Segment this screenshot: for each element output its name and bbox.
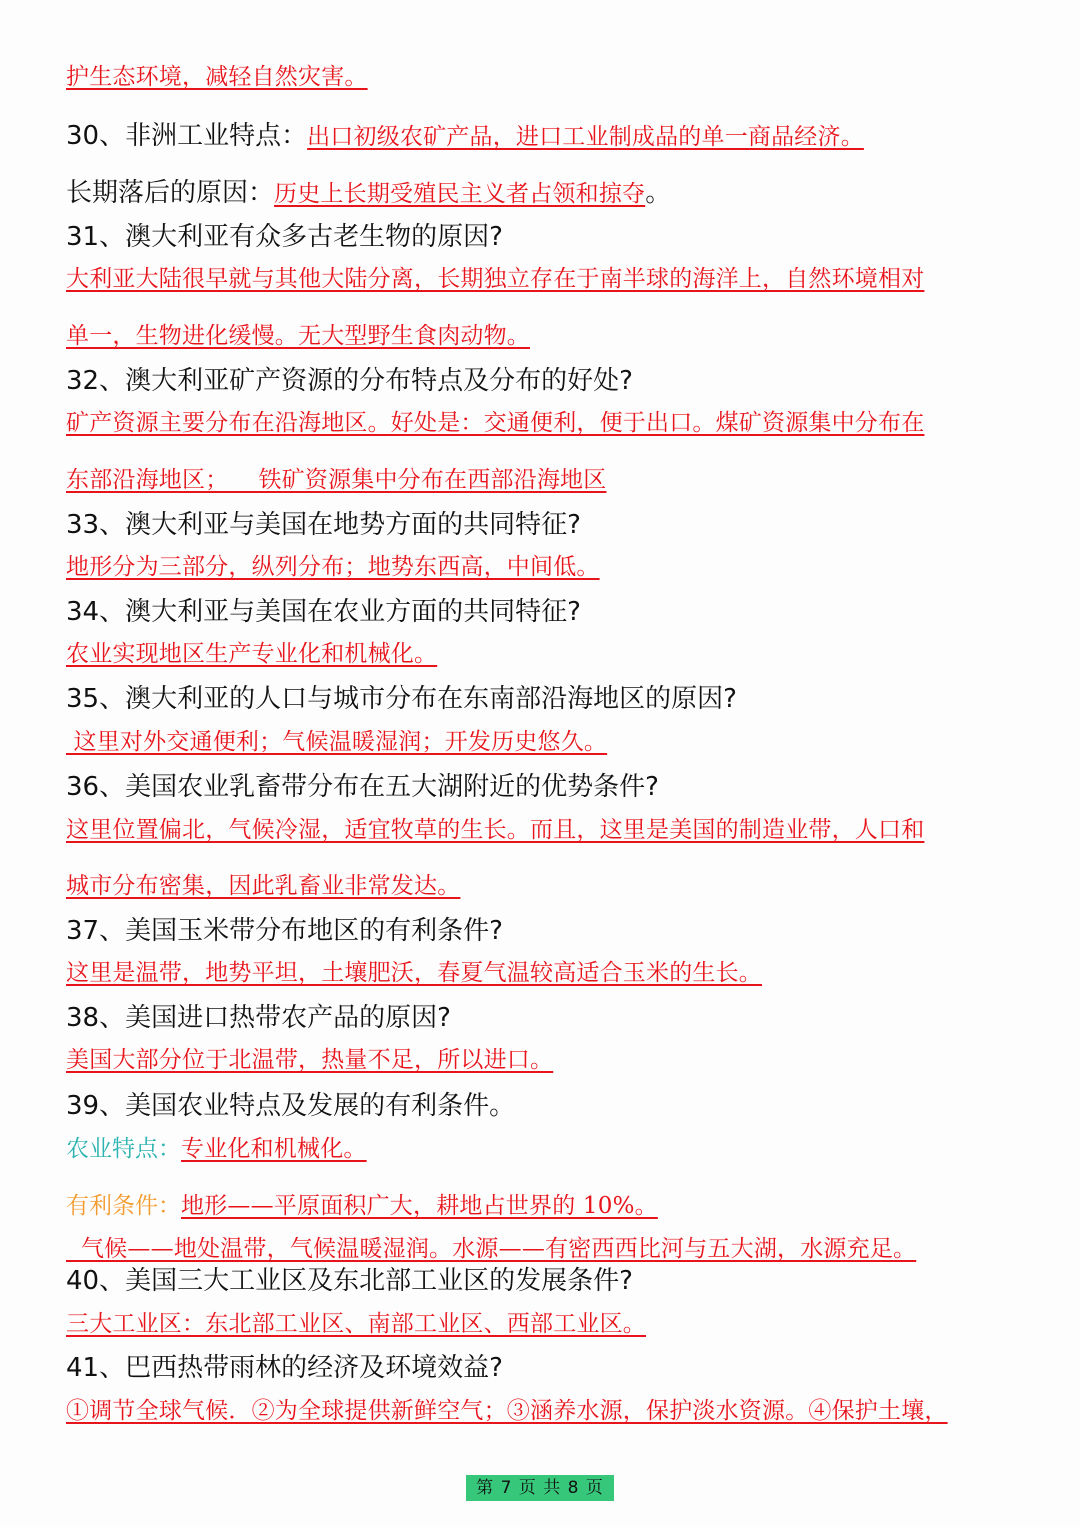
- answer-line: [66, 1313, 646, 1336]
- question-line: [66, 1268, 633, 1294]
- answer-text: 气候——地处温带，气候温暖湿润。水源——有密西西比河与五大湖，水源充足。: [66, 1236, 917, 1262]
- answer-line: [66, 643, 437, 666]
- question-text: 36、美国农业乳畜带分布在五大湖附近的优势条件?: [66, 772, 659, 802]
- answer-line: [66, 325, 530, 348]
- question-text: 34、澳大利亚与美国在农业方面的共同特征?: [66, 597, 581, 627]
- question-line: [66, 180, 671, 206]
- question-text: 31、澳大利亚有众多古老生物的原因?: [66, 222, 503, 252]
- question-text: 33、澳大利亚与美国在地势方面的共同特征?: [66, 510, 581, 540]
- answer-text: 大利亚大陆很早就与其他大陆分离，长期独立存在于南半球的海洋上，自然环境相对: [66, 266, 925, 292]
- question-line: [66, 918, 503, 944]
- answer-text: 这里是温带，地势平坦，土壤肥沃，春夏气温较高适合玉米的生长。: [66, 960, 762, 986]
- answer-line: [66, 962, 762, 985]
- question-line: [66, 1355, 503, 1381]
- answer-text: 美国大部分位于北温带，热量不足，所以进口。: [66, 1047, 554, 1073]
- page-number-badge: 第 7 页 共 8 页: [466, 1475, 614, 1501]
- question-text: 35、澳大利亚的人口与城市分布在东南部沿海地区的原因?: [66, 684, 737, 714]
- answer-line: [66, 875, 460, 898]
- answer-text: 农业实现地区生产专业化和机械化。: [66, 641, 438, 667]
- question-line: [66, 123, 864, 149]
- question-line: [66, 686, 737, 712]
- answer-text: 地形分为三部分，纵列分布；地势东西高，中间低。: [66, 554, 600, 580]
- answer-text: 专业化和机械化。: [181, 1136, 367, 1162]
- answer-line: [66, 1238, 916, 1261]
- question-text: 37、美国玉米带分布地区的有利条件?: [66, 916, 503, 946]
- answer-line: [66, 1400, 948, 1423]
- answer-text: 三大工业区：东北部工业区、南部工业区、西部工业区。: [66, 1311, 646, 1337]
- question-line: [66, 512, 581, 538]
- answer-text: 东部沿海地区； 铁矿资源集中分布在西部沿海地区: [66, 467, 607, 493]
- question-text: 32、澳大利亚矿产资源的分布特点及分布的好处?: [66, 366, 633, 396]
- question-text: 38、美国进口热带农产品的原因?: [66, 1003, 451, 1033]
- question-text: 39、美国农业特点及发展的有利条件。: [66, 1091, 516, 1121]
- answer-text: 这里位置偏北，气候冷湿，适宜牧草的生长。而且，这里是美国的制造业带，人口和: [66, 817, 925, 843]
- answer-text: 历史上长期受殖民主义者占领和掠夺: [274, 181, 646, 207]
- answer-line: [66, 1049, 553, 1072]
- answer-line: [66, 268, 924, 291]
- question-text: 40、美国三大工业区及东北部工业区的发展条件?: [66, 1266, 633, 1296]
- question-line: [66, 1005, 451, 1031]
- answer-line: [66, 1138, 367, 1161]
- answer-line: [66, 731, 607, 754]
- answer-text: 地形——平原面积广大，耕地占世界的 10%。: [181, 1193, 658, 1219]
- teal-label: 农业特点：: [66, 1136, 181, 1162]
- answer-text: 出口初级农矿产品，进口工业制成品的单一商品经济。: [307, 124, 864, 150]
- answer-line: [66, 819, 924, 842]
- question-text: 长期落后的原因：: [66, 178, 275, 208]
- question-line: [66, 774, 659, 800]
- question-line: [66, 224, 503, 250]
- answer-line: [66, 1195, 658, 1218]
- answer-text: 护生态环境，减轻自然灾害。: [66, 64, 368, 90]
- punctuation: 。: [645, 178, 672, 208]
- question-line: [66, 1093, 515, 1119]
- orange-label: 有利条件：: [66, 1193, 181, 1219]
- answer-line: [66, 556, 600, 579]
- answer-line: [66, 66, 368, 89]
- answer-text: 城市分布密集，因此乳畜业非常发达。: [66, 873, 461, 899]
- question-text: 30、非洲工业特点：: [66, 121, 308, 151]
- answer-line: [66, 412, 924, 435]
- answer-text: 矿产资源主要分布在沿海地区。好处是：交通便利，便于出口。煤矿资源集中分布在: [66, 410, 925, 436]
- answer-text: ①调节全球气候．②为全球提供新鲜空气；③涵养水源，保护淡水资源。④保护土壤，: [66, 1398, 948, 1424]
- question-line: [66, 599, 581, 625]
- question-text: 41、巴西热带雨林的经济及环境效益?: [66, 1353, 503, 1383]
- answer-text: 单一，生物进化缓慢。无大型野生食肉动物。: [66, 323, 530, 349]
- answer-text: 这里对外交通便利；气候温暖湿润；开发历史悠久。: [66, 729, 608, 755]
- question-line: [66, 368, 633, 394]
- answer-line: [66, 469, 606, 492]
